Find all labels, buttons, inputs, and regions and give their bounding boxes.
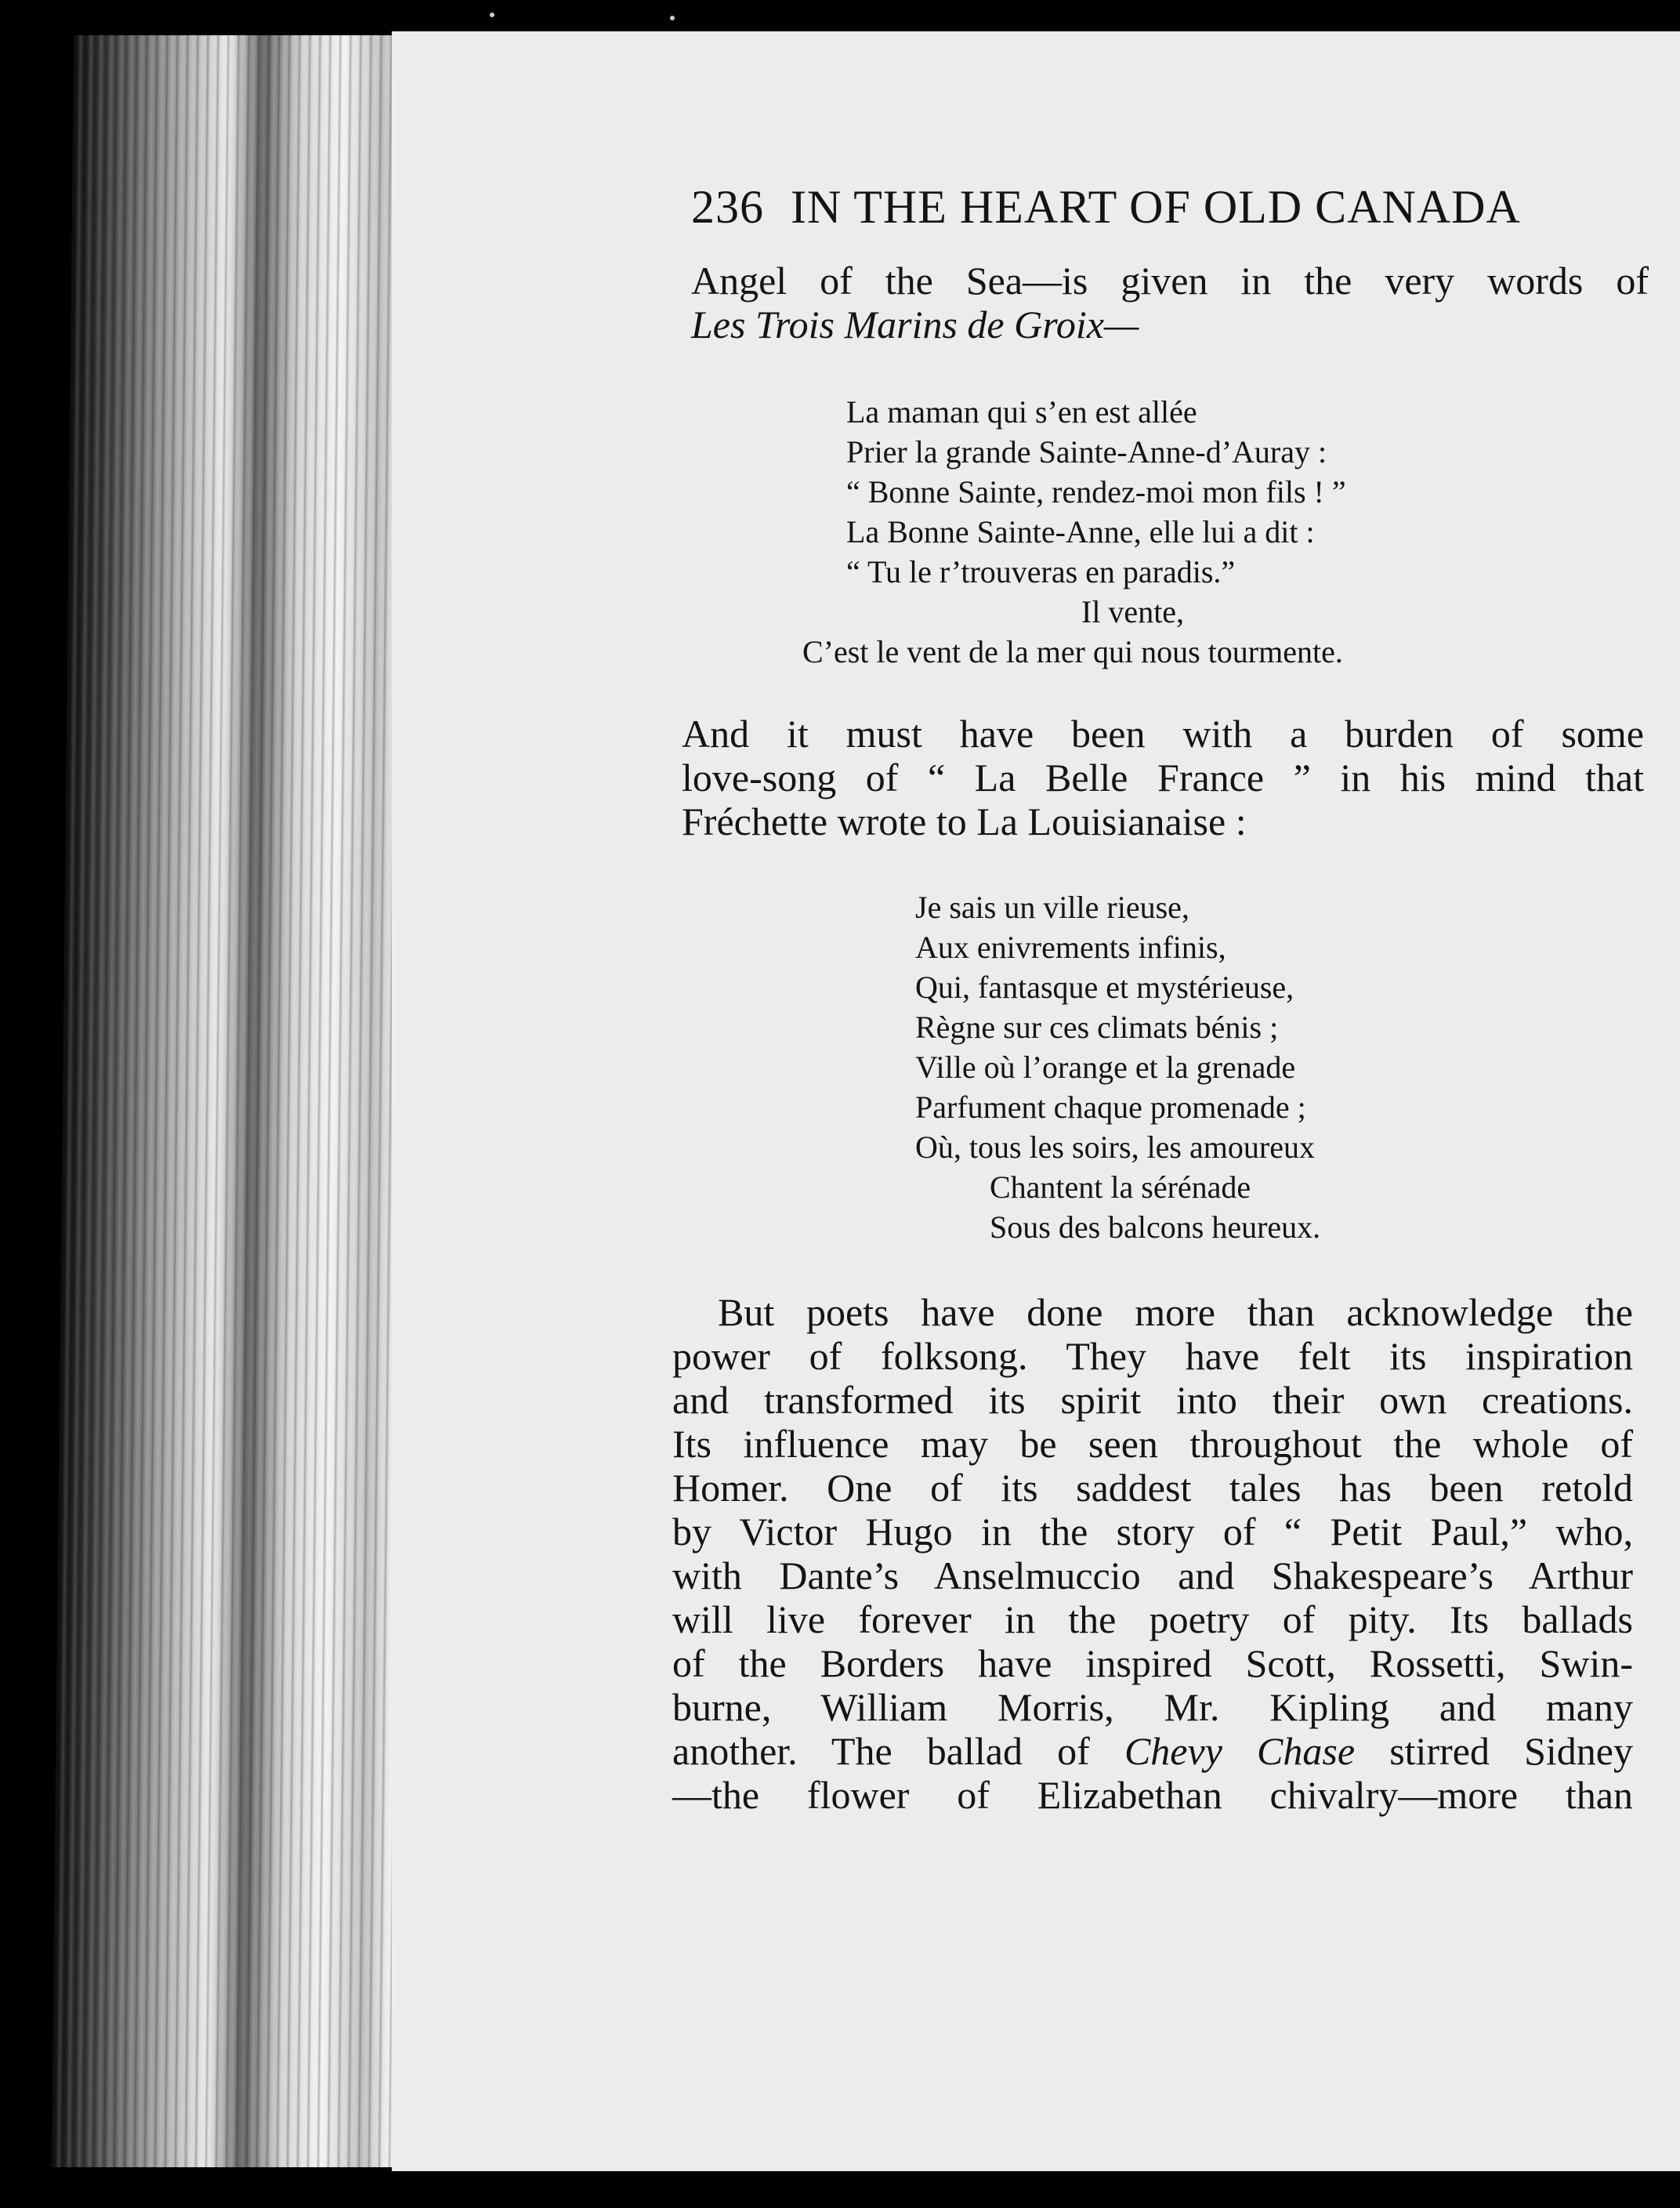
text-line bbox=[672, 1729, 1633, 1773]
text-line: with Dante’s Anselmuccio and Shakespeare’s Arthur bbox=[672, 1554, 1633, 1597]
text-line: will live forever in the poetry of pity. Its ballads bbox=[672, 1597, 1633, 1641]
text-line: love-song of “ La Belle France ” in his mind that bbox=[682, 756, 1644, 799]
verse-line: Parfument chaque promenade ; bbox=[915, 1089, 1306, 1125]
verse-line: Où, tous les soirs, les amoureux bbox=[915, 1129, 1315, 1165]
verse-line: C’est le vent de la mer qui nous tourmente. bbox=[802, 634, 1343, 669]
verse-line: Chantent la sérénade bbox=[990, 1169, 1251, 1205]
text-line bbox=[691, 303, 1649, 346]
text-segment: another. The ballad of bbox=[672, 1729, 1124, 1773]
verse-line: Prier la grande Sainte-Anne-d’Auray : bbox=[846, 434, 1327, 470]
text-line: And it must have been with a burden of some bbox=[682, 712, 1644, 756]
text-segment: stirred Sidney bbox=[1355, 1729, 1633, 1773]
paragraph-3 bbox=[672, 1290, 1633, 1817]
italic-title: Chevy Chase bbox=[1124, 1729, 1356, 1773]
verse-line: La Bonne Sainte-Anne, elle lui a dit : bbox=[846, 514, 1315, 549]
text-line: Angel of the Sea—is given in the very words of bbox=[691, 259, 1649, 303]
paragraph-2 bbox=[682, 712, 1644, 843]
text-line: Fréchette wrote to La Louisianaise : bbox=[682, 799, 1247, 843]
verse-line: Je sais un ville rieuse, bbox=[915, 890, 1189, 925]
verse-line: Règne sur ces climats bénis ; bbox=[915, 1010, 1279, 1045]
text-line: by Victor Hugo in the story of “ Petit Paul,” who, bbox=[672, 1510, 1633, 1554]
verse-1 bbox=[802, 392, 1346, 672]
verse-line: Sous des balcons heureux. bbox=[990, 1209, 1321, 1245]
verse-line: Qui, fantasque et mystérieuse, bbox=[915, 970, 1294, 1005]
page-number: 236 bbox=[691, 181, 764, 233]
verse-line: Aux enivrements infinis, bbox=[915, 930, 1226, 965]
verse-line: “ Bonne Sainte, rendez-moi mon fils ! ” bbox=[846, 474, 1346, 509]
text-line: But poets have done more than acknowledge the bbox=[718, 1290, 1633, 1334]
text-line: of the Borders have inspired Scott, Rossetti, Swin- bbox=[672, 1641, 1633, 1685]
verse-line: La maman qui s’en est allée bbox=[846, 394, 1197, 430]
text-line: power of folksong. They have felt its inspiration bbox=[672, 1334, 1633, 1378]
verse-line: “ Tu le r’trouveras en paradis.” bbox=[846, 554, 1236, 589]
text-line: Its influence may be seen throughout the whole of bbox=[672, 1422, 1633, 1466]
italic-title: Les Trois Marins de Groix— bbox=[691, 303, 1139, 346]
paragraph-1 bbox=[691, 259, 1649, 346]
text-line: Homer. One of its saddest tales has been retold bbox=[672, 1466, 1633, 1510]
text-line: burne, William Morris, Mr. Kipling and many bbox=[672, 1685, 1633, 1729]
verse-line: Il vente, bbox=[1081, 594, 1185, 629]
running-head bbox=[691, 180, 1521, 234]
verse-line: Ville où l’orange et la grenade bbox=[915, 1050, 1296, 1085]
text-line: and transformed its spirit into their own creations. bbox=[672, 1378, 1633, 1422]
text-line: —the flower of Elizabethan chivalry—more than bbox=[672, 1773, 1633, 1817]
verse-2 bbox=[915, 887, 1320, 1247]
running-title: IN THE HEART OF OLD CANADA bbox=[791, 181, 1521, 233]
